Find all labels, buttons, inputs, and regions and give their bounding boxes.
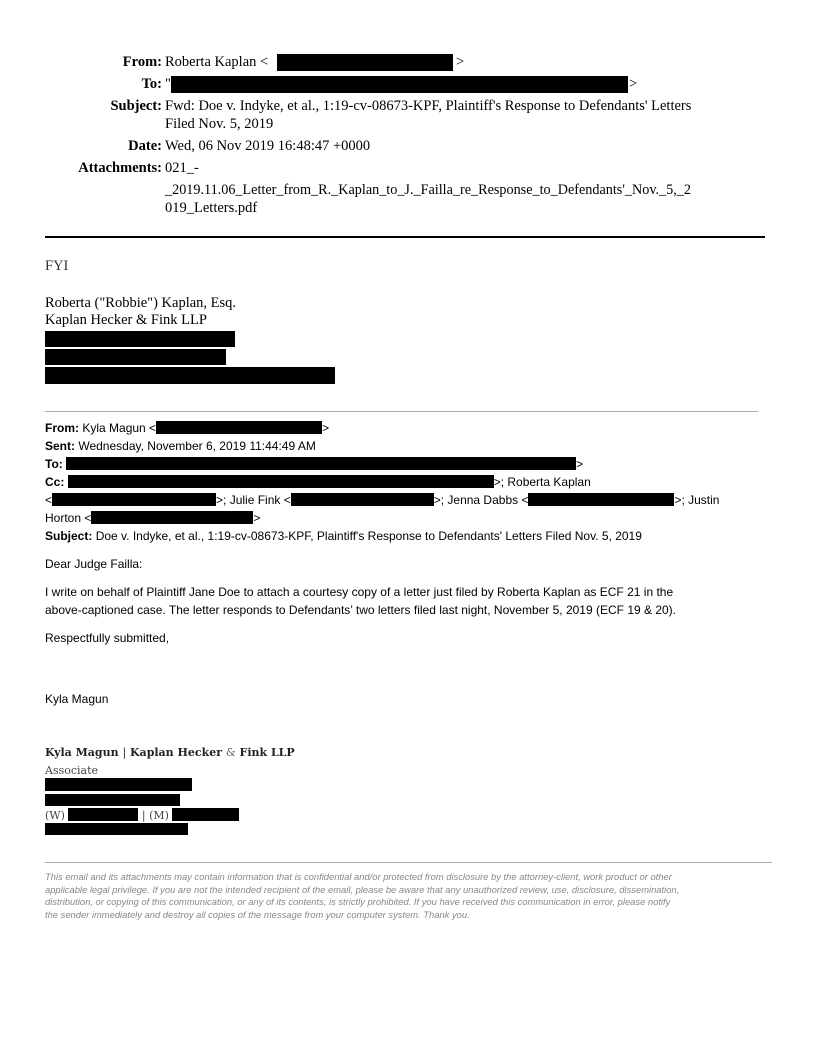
orig-subject-value: Doe v. Indyke, et al., 1:19-cv-08673-KPF, Plaintiff's Response to Defendants' Letters Filed Nov. 5, 2019 [95, 529, 642, 543]
email-signature-line [45, 746, 295, 759]
redaction [68, 808, 138, 821]
redaction [172, 808, 239, 821]
orig-from-label: From: [45, 421, 79, 435]
subject-line: Fwd: Doe v. Indyke, et al., 1:19-cv-08673-KPF, Plaintiff's Response to Defendants' Letters [165, 98, 692, 114]
fyi-text: FYI [45, 258, 69, 274]
bracket: > [322, 421, 330, 435]
redaction [91, 511, 253, 524]
orig-sent-label: Sent: [45, 439, 75, 453]
to-close: > [629, 76, 638, 92]
to-label: To: [141, 76, 162, 92]
orig-cc-line [45, 475, 591, 489]
redaction [45, 349, 226, 365]
cc-jenna: >; Jenna Dabbs < [433, 493, 529, 507]
orig-to-line [45, 457, 583, 471]
redaction [277, 54, 453, 71]
redaction [45, 794, 180, 806]
redaction [68, 475, 494, 488]
attachments-label: Attachments: [78, 160, 162, 176]
orig-sent-line [45, 439, 316, 453]
disclaimer-line: applicable legal privilege. If you are not the intended recipient of the email, please be aware that any unauthorized review, use, disclosure, dissemination, [45, 883, 680, 895]
cc-justin: >; Justin [674, 493, 720, 507]
disclaimer-line: the sender immediately and destroy all copies of the message from your computer system. Thank you. [45, 908, 470, 920]
orig-subject-label: Subject: [45, 529, 93, 543]
attachment-line[interactable]: 019_Letters.pdf [165, 200, 258, 216]
redaction [291, 493, 434, 506]
redaction [52, 493, 216, 506]
sig-firm: Kaplan Hecker [130, 746, 223, 759]
redaction [171, 76, 628, 93]
forward-divider [45, 411, 758, 412]
orig-from-value: Kyla Magun < [82, 421, 157, 435]
attachment-line[interactable]: _2019.11.06_Letter_from_R._Kaplan_to_J._Failla_re_Response_to_Defendants'_Nov._5,_2 [165, 182, 691, 198]
cc-roberta: >; Roberta Kaplan [493, 475, 591, 489]
orig-cc-label: Cc: [45, 475, 65, 489]
from-value: Roberta Kaplan < [165, 54, 269, 70]
sig-firm: Fink LLP [239, 746, 295, 759]
subject-label: Subject: [110, 98, 162, 114]
signoff: Kyla Magun [45, 692, 109, 706]
disclaimer-line: distribution, or copying of this communication, or any of its contents, is strictly prohibited. If you have received this communication in error, please notify [45, 896, 671, 907]
date-label: Date: [128, 138, 162, 154]
attachment-line[interactable]: 021_- [165, 160, 199, 176]
redaction [156, 421, 322, 434]
disclaimer-divider [45, 862, 772, 863]
orig-cc-line [45, 511, 260, 525]
orig-subject-line [45, 529, 642, 543]
sig-phone-line [45, 808, 239, 822]
body-line: above-captioned case. The letter responds to Defendants’ two letters filed last night, November 5, 2019 (ECF 19 & 20). [45, 603, 677, 617]
orig-sent-value: Wednesday, November 6, 2019 11:44:49 AM [78, 439, 316, 453]
bracket: < [45, 493, 53, 507]
redaction [45, 778, 192, 791]
redaction [66, 457, 576, 470]
disclaimer [45, 871, 775, 921]
body-line: I write on behalf of Plaintiff Jane Doe to attach a courtesy copy of a letter just filed by Roberta Kaplan as ECF 21 in the [45, 585, 674, 599]
from-label: From: [122, 54, 162, 70]
subject-line: Filed Nov. 5, 2019 [165, 116, 274, 132]
orig-from-line [45, 421, 329, 435]
redaction [45, 331, 235, 347]
orig-cc-line [45, 493, 719, 507]
disclaimer-line: This email and its attachments may contain information that is confidential and/or protected from disclosure by the attorney-client, work product or other [45, 871, 672, 882]
sig-separator: | [122, 746, 127, 759]
orig-to-label: To: [45, 457, 63, 471]
sig-title: Associate [45, 764, 99, 777]
redaction [45, 823, 188, 835]
sig-name: Kyla Magun [45, 746, 119, 759]
sig-amp: & [225, 746, 236, 759]
mobile-phone-label: | (M) [141, 809, 169, 822]
to-value: " [165, 76, 171, 92]
from-close: > [456, 54, 465, 70]
bracket: > [576, 457, 584, 471]
header-divider [45, 236, 765, 238]
closing: Respectfully submitted, [45, 631, 170, 645]
cc-julie: >; Julie Fink < [216, 493, 291, 507]
signature-name: Roberta ("Robbie") Kaplan, Esq. [45, 295, 237, 311]
date-value: Wed, 06 Nov 2019 16:48:47 +0000 [165, 138, 371, 154]
redaction [45, 367, 335, 384]
signature-firm: Kaplan Hecker & Fink LLP [45, 312, 207, 328]
cc-horton: Horton < [45, 511, 92, 525]
greeting: Dear Judge Failla: [45, 557, 143, 571]
redaction [528, 493, 674, 506]
bracket: > [253, 511, 261, 525]
work-phone-label: (W) [45, 809, 65, 822]
